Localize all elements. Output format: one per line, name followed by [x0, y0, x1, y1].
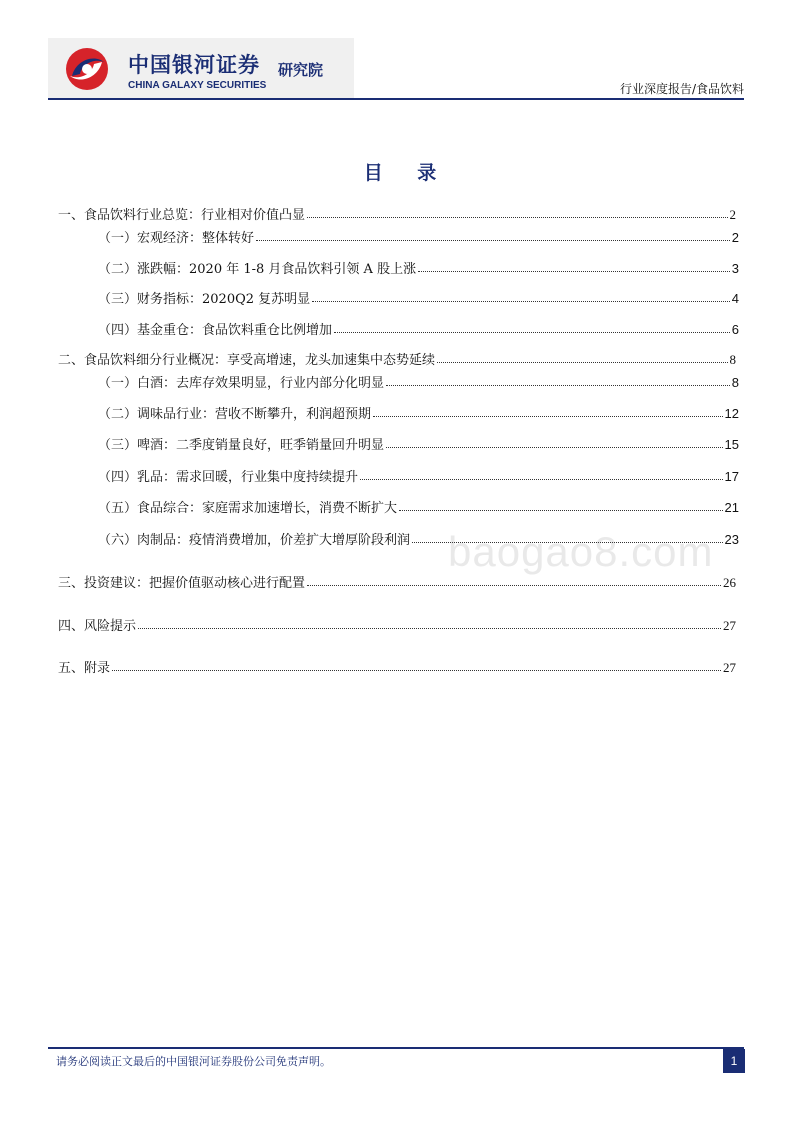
logo-institute: 研究院 [278, 61, 324, 79]
toc-entry-page: 21 [724, 500, 739, 515]
watermark: baogao8.com [448, 528, 714, 575]
toc-entry-section-2-2[interactable] [98, 403, 739, 422]
dot-leader [307, 208, 727, 219]
toc-entry-page: 6 [731, 322, 739, 337]
toc-entry-page: 26 [723, 575, 736, 590]
toc-entry-section-1-4[interactable] [98, 319, 739, 338]
toc-entry-page: 17 [724, 469, 739, 484]
toc-entry-section-1[interactable] [58, 204, 736, 223]
dot-leader [334, 323, 730, 334]
toc-entry-label: 三、投资建议：把握价值驱动核心进行配置 [58, 576, 306, 591]
dot-leader [307, 576, 721, 587]
dot-leader [138, 619, 721, 630]
dot-leader [386, 376, 730, 387]
toc-entry-label: （六）肉制品：疫情消费增加，价差扩大增厚阶段利润 [98, 533, 411, 548]
toc-entry-page: 8 [731, 375, 739, 390]
toc-entry-label: （四）基金重仓：食品饮料重仓比例增加 [98, 323, 333, 338]
toc-entry-section-1-3[interactable] [98, 288, 739, 307]
dot-leader [437, 353, 727, 364]
dot-leader [399, 501, 723, 512]
toc-entry-page: 12 [724, 406, 739, 421]
toc-entry-section-2-4[interactable] [98, 466, 739, 485]
toc-entry-section-2-5[interactable] [98, 497, 739, 516]
toc-entry-section-5[interactable] [58, 657, 736, 676]
toc-entry-page: 2 [731, 230, 739, 245]
dot-leader [312, 292, 730, 303]
dot-leader [112, 661, 721, 672]
toc-entry-section-4[interactable] [58, 615, 736, 634]
toc-entry-label: （一）白酒：去库存效果明显，行业内部分化明显 [98, 376, 385, 391]
page-number: 1 [723, 1049, 745, 1073]
dot-leader [360, 470, 723, 481]
toc-entry-page: 4 [731, 291, 739, 306]
toc-entry-label: 一、食品饮料行业总览：行业相对价值凸显 [58, 208, 306, 223]
report-category: 行业深度报告/食品饮料 [619, 82, 744, 96]
toc-entry-label: （三）啤酒：二季度销量良好，旺季销量回升明显 [98, 438, 385, 453]
toc-entry-section-1-1[interactable] [98, 227, 739, 246]
toc-entry-page: 23 [724, 532, 739, 547]
dot-leader [418, 262, 730, 273]
toc-entry-label: 二、食品饮料细分行业概况：享受高增速，龙头加速集中态势延续 [58, 353, 436, 368]
dot-leader [256, 231, 730, 242]
toc-entry-label: 四、风险提示 [58, 619, 137, 634]
toc-entry-page: 15 [724, 437, 739, 452]
toc-title: 目 录 [363, 162, 451, 184]
toc-entry-section-2-3[interactable] [98, 434, 739, 453]
toc-entry-label: （一）宏观经济：整体转好 [98, 231, 255, 246]
toc-entry-label: 五、附录 [58, 661, 111, 676]
dot-leader [373, 407, 723, 418]
toc-entry-label: （四）乳品：需求回暖，行业集中度持续提升 [98, 470, 359, 485]
toc-entry-page: 27 [723, 660, 736, 675]
footer-disclaimer: 请务必阅读正文最后的中国银河证券股份公司免责声明。 [56, 1055, 331, 1068]
toc-entry-page: 8 [729, 352, 736, 367]
toc-entry-label: （二）调味品行业：营收不断攀升，利润超预期 [98, 407, 372, 422]
toc-entry-label: （三）财务指标：2020Q2 复苏明显 [98, 292, 311, 307]
toc-entry-section-1-2[interactable] [98, 258, 739, 277]
toc-entry-section-2[interactable] [58, 349, 736, 368]
logo-chinese-name: 中国银河证券 [128, 53, 260, 77]
toc-entry-section-2-1[interactable] [98, 372, 739, 391]
toc-entry-page: 3 [731, 261, 739, 276]
footer-divider [48, 1047, 744, 1049]
toc-entry-label: （五）食品综合：家庭需求加速增长，消费不断扩大 [98, 501, 398, 516]
toc-entry-page: 2 [729, 207, 736, 222]
toc-entry-page: 27 [723, 618, 736, 633]
logo-english-name: CHINA GALAXY SECURITIES [128, 80, 267, 91]
dot-leader [386, 438, 723, 449]
toc-entry-label: （二）涨跌幅：2020 年 1-8 月食品饮料引领 A 股上涨 [98, 262, 417, 277]
